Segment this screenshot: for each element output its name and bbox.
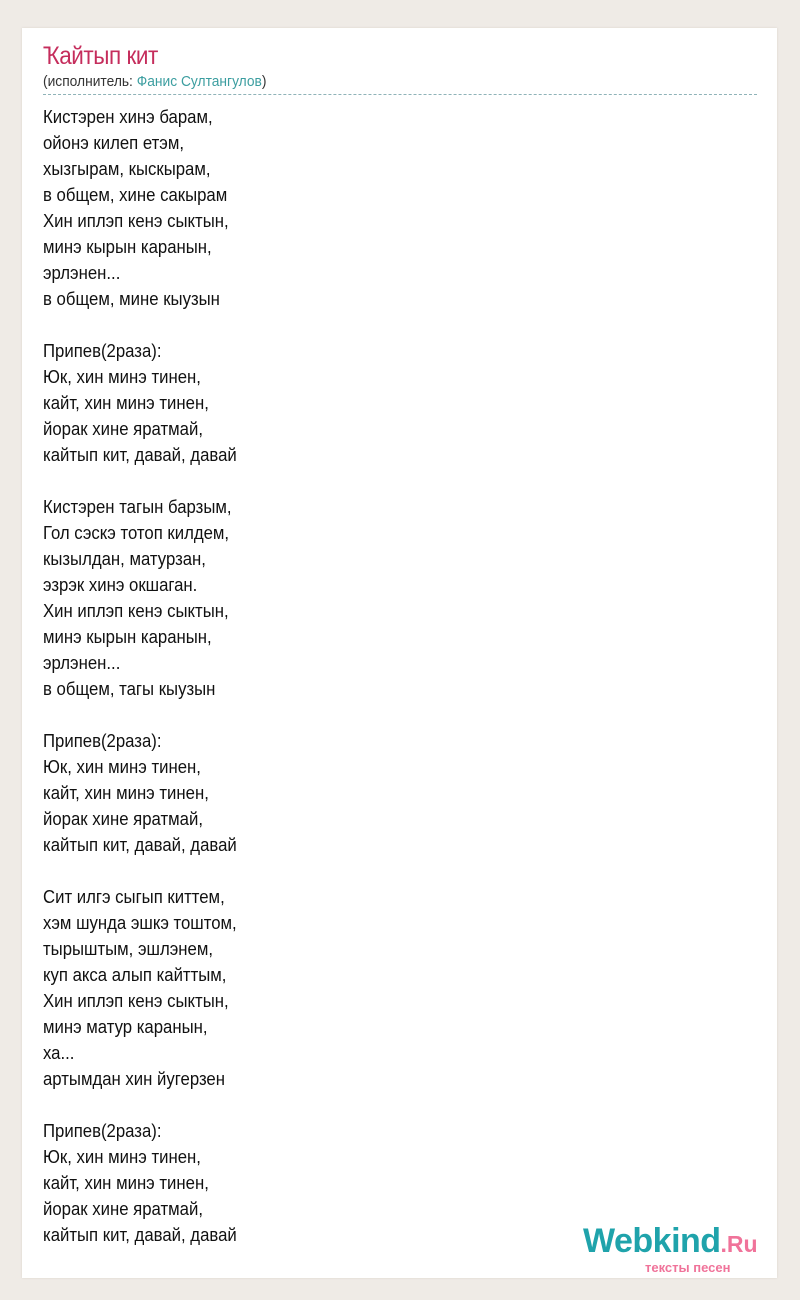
lyric-line: Припев(2раза): [43, 341, 162, 361]
lyric-line: тырыштым, эшлэнем, [43, 939, 213, 959]
lyric-line: кызылдан, матурзан, [43, 549, 206, 569]
song-title: Ҡайтып кит [43, 42, 158, 70]
lyric-line: Припев(2раза): [43, 1121, 162, 1141]
lyric-line: кайтып кит, давай, давай [43, 445, 237, 465]
blank-line [43, 858, 237, 884]
lyric-line: Припев(2раза): [43, 731, 162, 751]
lyric-line: Кистэрен хинэ барам, [43, 107, 213, 127]
lyric-line: артымдан хин йугерзен [43, 1069, 225, 1089]
lyrics-text [43, 104, 237, 1248]
performer-link[interactable]: Фанис Султангулов [136, 73, 262, 90]
blank-line [43, 702, 237, 728]
lyric-line: Хин иплэп кенэ сыктын, [43, 991, 229, 1011]
blank-line [43, 312, 237, 338]
lyric-line: кайт, хин минэ тинен, [43, 393, 209, 413]
lyric-line: Кистэрен тагын барзым, [43, 497, 232, 517]
lyric-line: в общем, тагы кыузын [43, 679, 216, 699]
lyric-line: хызгырам, кыскырам, [43, 159, 211, 179]
logo-tagline: тексты песен [645, 1260, 731, 1275]
blank-line [43, 468, 237, 494]
lyric-line: куп акса алып кайттым, [43, 965, 227, 985]
lyric-line: эзрэк хинэ окшаган. [43, 575, 198, 595]
lyric-line: йорак хине яратмай, [43, 1199, 203, 1219]
logo-brand: Webkind [583, 1222, 721, 1260]
lyric-line: хэм шунда эшкэ тоштом, [43, 913, 237, 933]
lyric-line: йорак хине яратмай, [43, 809, 203, 829]
lyric-line: в общем, мине кыузын [43, 289, 220, 309]
lyric-line: кайтып кит, давай, давай [43, 835, 237, 855]
lyric-line: Гол сэскэ тотоп килдем, [43, 523, 230, 543]
lyric-line: ойонэ килеп етэм, [43, 133, 185, 153]
lyric-line: в общем, хине сакырам [43, 185, 228, 205]
lyric-line: ха... [43, 1043, 75, 1063]
lyric-line: минэ кырын каранын, [43, 237, 212, 257]
lyric-line: Юк, хин минэ тинен, [43, 757, 201, 777]
blank-line [43, 1092, 237, 1118]
lyric-line: йорак хине яратмай, [43, 419, 203, 439]
lyric-line: эрлэнен... [43, 263, 121, 283]
logo-tld: .Ru [720, 1231, 758, 1257]
performer-prefix: (исполнитель: [43, 73, 137, 90]
lyric-line: эрлэнен... [43, 653, 121, 673]
lyric-line: кайт, хин минэ тинен, [43, 783, 209, 803]
lyrics-card [22, 28, 777, 1278]
lyric-line: минэ матур каранын, [43, 1017, 208, 1037]
lyric-line: Хин иплэп кенэ сыктын, [43, 601, 229, 621]
performer-line [43, 73, 266, 90]
logo-wordmark [583, 1224, 758, 1258]
site-logo[interactable] [583, 1224, 783, 1276]
lyric-line: Юк, хин минэ тинен, [43, 367, 201, 387]
lyric-line: Сит илгэ сыгып киттем, [43, 887, 225, 907]
performer-suffix: ) [261, 73, 267, 90]
lyric-line: Юк, хин минэ тинен, [43, 1147, 201, 1167]
divider [43, 94, 757, 95]
lyric-line: кайт, хин минэ тинен, [43, 1173, 209, 1193]
lyric-line: Хин иплэп кенэ сыктын, [43, 211, 229, 231]
lyric-line: кайтып кит, давай, давай [43, 1225, 237, 1245]
lyric-line: минэ кырын каранын, [43, 627, 212, 647]
